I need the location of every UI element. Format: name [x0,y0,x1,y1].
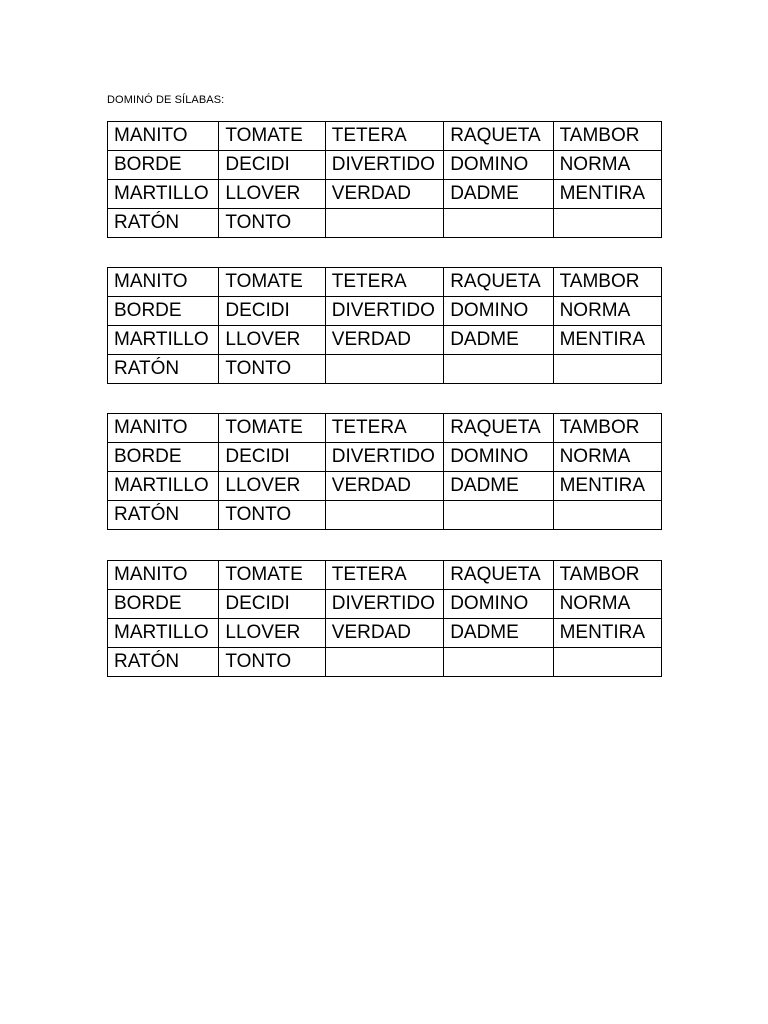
table-cell: DOMINO [444,151,553,180]
table-row [108,326,662,355]
table-cell: TAMBOR [553,561,661,590]
table-cell: MARTILLO [108,619,219,648]
table-cell: LLOVER [219,472,325,501]
table-cell: RATÓN [108,209,219,238]
table-cell: TOMATE [219,414,325,443]
table-cell [553,355,661,384]
word-table [107,560,662,677]
table-row [108,122,662,151]
word-table [107,121,662,238]
table-cell: LLOVER [219,619,325,648]
table-row [108,443,662,472]
table-cell: RAQUETA [444,561,553,590]
table-cell: TETERA [325,268,443,297]
table-cell [325,648,443,677]
table-cell: MARTILLO [108,326,219,355]
table-cell: RAQUETA [444,414,553,443]
table-row [108,209,662,238]
table-cell [553,501,661,530]
table-cell: TONTO [219,501,325,530]
table-cell [553,209,661,238]
table-cell: NORMA [553,297,661,326]
table-cell: TAMBOR [553,122,661,151]
table-row [108,414,662,443]
table-cell: TONTO [219,355,325,384]
table-row [108,180,662,209]
table-cell: MANITO [108,268,219,297]
table-cell: LLOVER [219,326,325,355]
table-cell: MENTIRA [553,619,661,648]
table-cell: VERDAD [325,619,443,648]
table-cell: TONTO [219,209,325,238]
table-cell: VERDAD [325,326,443,355]
table-cell: LLOVER [219,180,325,209]
table-cell: DECIDI [219,297,325,326]
table-row [108,501,662,530]
table-cell: MANITO [108,414,219,443]
table-cell: MARTILLO [108,472,219,501]
table-cell: DADME [444,326,553,355]
table-cell: DOMINO [444,590,553,619]
table-cell [444,355,553,384]
table-cell: TETERA [325,561,443,590]
table-cell: NORMA [553,151,661,180]
table-cell: DECIDI [219,590,325,619]
table-row [108,590,662,619]
table-cell: DECIDI [219,151,325,180]
table-cell: NORMA [553,443,661,472]
table-cell: VERDAD [325,180,443,209]
table-cell: MENTIRA [553,180,661,209]
page-title: DOMINÓ DE SÍLABAS: [107,94,225,106]
table-cell: BORDE [108,590,219,619]
table-cell: TOMATE [219,268,325,297]
table-cell: MANITO [108,561,219,590]
table-row [108,297,662,326]
table-cell: RATÓN [108,501,219,530]
table-row [108,151,662,180]
table-cell: TAMBOR [553,414,661,443]
table-cell: DOMINO [444,297,553,326]
table-cell [444,209,553,238]
table-row [108,268,662,297]
table-cell: TETERA [325,414,443,443]
table-cell: TOMATE [219,561,325,590]
table-cell: VERDAD [325,472,443,501]
table-cell: DOMINO [444,443,553,472]
table-cell: MENTIRA [553,472,661,501]
table-cell: DIVERTIDO [325,297,443,326]
table-row [108,561,662,590]
table-cell: DADME [444,180,553,209]
table-cell: TAMBOR [553,268,661,297]
table-row [108,648,662,677]
table-row [108,472,662,501]
table-cell: DECIDI [219,443,325,472]
table-cell: BORDE [108,151,219,180]
table-cell: TOMATE [219,122,325,151]
table-cell: BORDE [108,297,219,326]
table-cell [325,355,443,384]
word-table [107,267,662,384]
table-cell [444,501,553,530]
table-cell [325,501,443,530]
table-cell [553,648,661,677]
table-cell [325,209,443,238]
table-cell: BORDE [108,443,219,472]
table-cell: DIVERTIDO [325,151,443,180]
table-cell: TONTO [219,648,325,677]
table-cell: DIVERTIDO [325,443,443,472]
table-cell: MENTIRA [553,326,661,355]
table-cell [444,648,553,677]
table-cell: RATÓN [108,355,219,384]
table-cell: RAQUETA [444,122,553,151]
table-cell: DADME [444,472,553,501]
table-cell: MANITO [108,122,219,151]
table-row [108,355,662,384]
table-cell: MARTILLO [108,180,219,209]
table-cell: NORMA [553,590,661,619]
table-cell: TETERA [325,122,443,151]
table-cell: DIVERTIDO [325,590,443,619]
table-cell: DADME [444,619,553,648]
table-cell: RAQUETA [444,268,553,297]
table-row [108,619,662,648]
word-table [107,413,662,530]
table-cell: RATÓN [108,648,219,677]
